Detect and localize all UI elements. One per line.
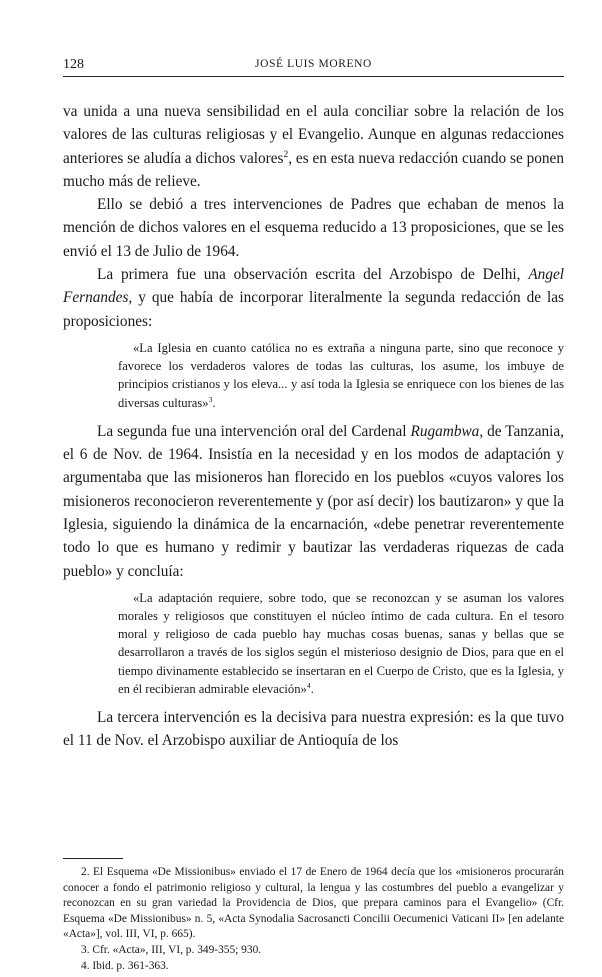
block-quote-1: «La Iglesia en cuanto católica no es extraña a ninguna parte, sino que reconoce y favorece los verdaderos valores de todas las culturas, los asume, los imbuye de principios cristianos y los eleva... y así toda la Iglesia se enriquece con los bienes de las diversas culturas»$^3$. (118, 340, 564, 410)
footnote-ref-3: 3 (208, 394, 213, 404)
paragraph-4: La segunda fue una intervención oral del Cardenal Rugambwa, de Tanzania, el 6 de Nov. de 1964. Insistía en la necesidad y en los modos de adaptación y argumentaba que las misioneros han florecido en los pueblos «cuyos valores los misioneros reconocieron reverentemente y (por así decir) los bautizaron» y que la Iglesia, siguiendo la dinámica de la encarnación, «debe penetrar reverentemente todo lo que es humano y redimir y bautizar las verdaderas riquezas de cada pueblo» y concluía: (63, 422, 564, 580)
paragraph-5: La tercera intervención es la decisiva para nuestra expresión: es la que tuvo el 11 de Nov. el Arzobispo auxiliar de Antioquía de los (63, 709, 564, 750)
footnotes (63, 865, 564, 974)
paragraph-2: Ello se debió a tres intervenciones de Padres que echaban de menos la mención de dichos valores en el esquema reducido a 13 proposiciones, que se les envió el 13 de Julio de 1964. (63, 196, 564, 260)
paragraph-3: La primera fue una observación escrita del Arzobispo de Delhi, Angel Fernandes, y que había de incorporar literalmente la segunda redacción de las proposiciones: (63, 266, 564, 330)
page-number: 128 (63, 57, 84, 72)
main-text (63, 100, 564, 753)
footnote-ref-4: 4 (306, 680, 311, 690)
running-head: JOSÉ LUIS MORENO (255, 58, 372, 70)
footnote-rule (63, 858, 123, 859)
footnote-3: 3. Cfr. «Acta», III, VI, p. 349-355; 930. (81, 943, 262, 956)
header-rule (63, 76, 564, 77)
block-quote-2: «La adaptación requiere, sobre todo, que se reconozcan y se asuman los valores morales y religiosos que constituyen el núcleo íntimo de cada cultura. En el tesoro moral y religioso de cada pueblo hay muchas cosas buenas, sanas y bellas que se desarrollaron a través de los siglos según el misterioso designio de Dios, para que en el tiempo divinamente establecido se insertaran en el Cuerpo de Cristo, que es la Iglesia, y en él recibieran admirable elevación»$^4$. (118, 590, 564, 696)
person-name-rugambwa: Rugambwa, (410, 422, 484, 440)
footnote-ref-2: 2 (283, 149, 289, 160)
footnote-2: 2. El Esquema «De Missionibus» enviado el 17 de Enero de 1964 decía que los «misioneros procurarán conocer a fondo el patrimonio religioso y cultural, la lengua y las costumbres del pueblo a evangelizar y reconozcan en su gran variedad la Providencia de Dios, que prepara caminos para el Evangelio» (Cfr. Esquema «De Missionibus» n. 5, «Acta Synodalia Sacrosancti Concilii Oecumenici Vaticani II» [en adelante «Acta»], vol. III, VI, p. 665). (63, 866, 564, 941)
person-name-fernandes: Angel Fernandes, (63, 266, 564, 307)
footnote-4: 4. Ibid. p. 361-363. (81, 959, 169, 972)
page-header (63, 55, 564, 77)
paragraph-1: va unida a una nueva sensibilidad en el aula conciliar sobre la relación de los valores de las culturas religiosas y el Evangelio. Aunque en algunas redacciones anteriores se aludía a dichos valores$^2$, es en esta nueva redacción cuando se ponen mucho más de relieve. (63, 103, 564, 190)
